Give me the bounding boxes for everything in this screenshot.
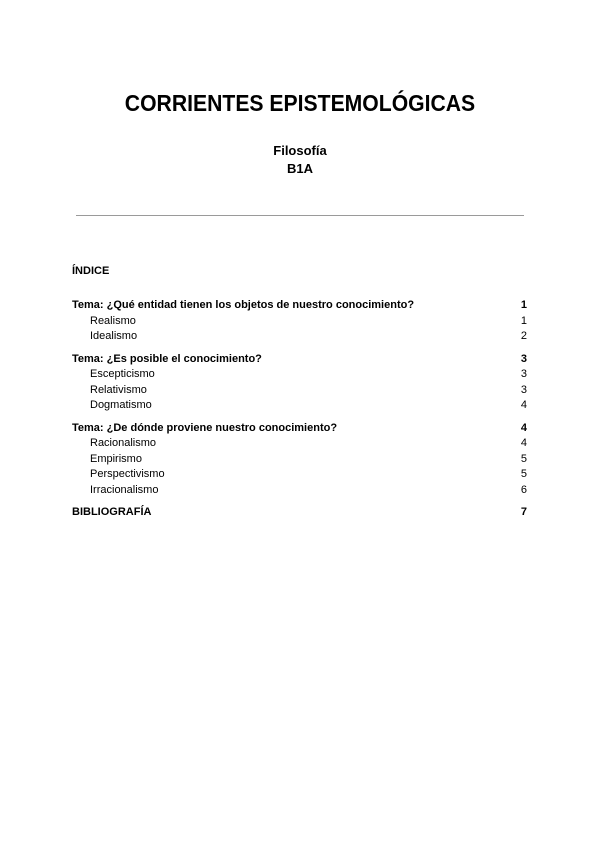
toc-page-number: 6 <box>520 483 527 496</box>
toc-page-number: 3 <box>520 352 527 365</box>
toc-entry-label: Idealismo <box>90 330 138 342</box>
toc-bibliography-entry[interactable] <box>72 505 527 521</box>
toc-page-number: 1 <box>520 314 527 327</box>
toc-entry[interactable] <box>72 436 527 452</box>
toc-topic-entry[interactable] <box>72 352 527 368</box>
toc-entry-label: Dogmatismo <box>90 399 152 411</box>
toc-entry-label: Relativismo <box>90 383 147 396</box>
toc-bibliography-label: BIBLIOGRAFÍA <box>72 506 152 518</box>
toc-page-number: 4 <box>520 421 527 434</box>
toc-page-number: 5 <box>520 452 527 465</box>
toc-page-number: 4 <box>520 399 527 411</box>
toc-page-number: 3 <box>520 383 527 396</box>
document-title: CORRIENTES EPISTEMOLÓGICAS <box>124 90 476 116</box>
horizontal-divider <box>76 215 524 216</box>
table-of-contents <box>72 298 527 521</box>
toc-entry[interactable] <box>72 483 527 499</box>
toc-entry[interactable] <box>72 467 527 483</box>
toc-page-number: 7 <box>520 506 527 518</box>
document-group: B1A <box>286 161 313 176</box>
toc-topic-entry[interactable] <box>72 421 527 437</box>
toc-page-number: 2 <box>520 330 527 342</box>
toc-entry-label: Racionalismo <box>90 437 157 449</box>
toc-section <box>72 298 527 345</box>
toc-entry[interactable] <box>72 329 527 345</box>
toc-section <box>72 352 527 414</box>
toc-topic-label: Tema: ¿De dónde proviene nuestro conocimiento? <box>72 421 338 434</box>
toc-page-number: 1 <box>520 299 527 311</box>
toc-page-number: 5 <box>520 468 527 480</box>
toc-topic-label: Tema: ¿Qué entidad tienen los objetos de nuestro conocimiento? <box>72 299 415 311</box>
toc-entry-label: Realismo <box>90 314 136 327</box>
toc-entry[interactable] <box>72 452 527 468</box>
toc-entry[interactable] <box>72 383 527 399</box>
toc-section <box>72 421 527 499</box>
toc-page-number: 3 <box>520 368 527 380</box>
toc-topic-entry[interactable] <box>72 298 527 314</box>
toc-page-number: 4 <box>520 437 527 449</box>
toc-topic-label: Tema: ¿Es posible el conocimiento? <box>72 352 262 365</box>
toc-entry-label: Irracionalismo <box>90 483 159 496</box>
toc-entry[interactable] <box>72 398 527 414</box>
index-heading: ÍNDICE <box>72 265 110 277</box>
toc-entry-label: Empirismo <box>90 452 142 465</box>
toc-entry-label: Perspectivismo <box>90 468 165 480</box>
document-subject: Filosofía <box>273 143 327 158</box>
toc-entry[interactable] <box>72 367 527 383</box>
toc-entry[interactable] <box>72 314 527 330</box>
toc-entry-label: Escepticismo <box>90 368 155 380</box>
